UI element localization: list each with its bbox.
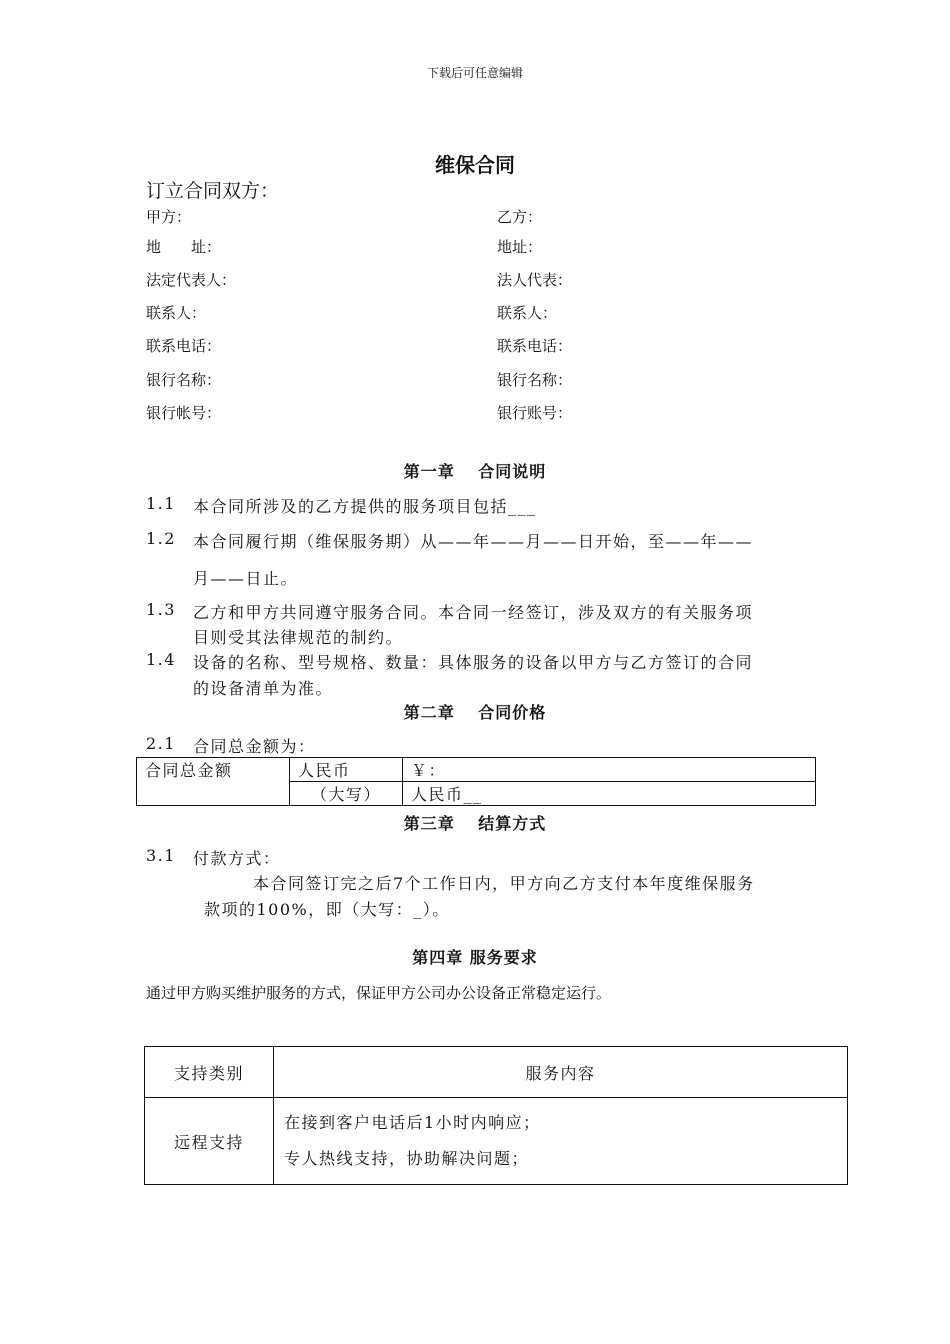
service-intro: 通过甲方购买维护服务的方式，保证甲方公司办公设备正常稳定运行。 — [146, 984, 612, 1002]
header-service-content: 服务内容 — [274, 1047, 848, 1098]
clause-text: 设备的名称、型号规格、数量：具体服务的设备以甲方与乙方签订的合同 — [193, 653, 754, 672]
header-support-category: 支持类别 — [145, 1047, 274, 1098]
party-b-bank-name: 银行名称： — [497, 371, 573, 389]
clause-text: 目则受其法律规范的制约。 — [193, 628, 404, 647]
clause-text: 合同总金额为： — [193, 737, 316, 756]
party-a-address: 地 址： — [146, 238, 222, 256]
header-note: 下载后可任意编辑 — [426, 66, 523, 80]
clause-number: 2.1 — [146, 734, 176, 753]
clause-text: 的设备清单为准。 — [193, 679, 334, 698]
party-a-phone: 联系电话： — [146, 337, 222, 355]
clause-number: 1.2 — [146, 529, 176, 548]
party-a-contact: 联系人： — [146, 304, 207, 322]
clause-text: 月——日止。 — [193, 569, 299, 588]
party-b-phone: 联系电话： — [497, 337, 573, 355]
clause-text: 本合同所涉及的乙方提供的服务项目包括___ — [193, 497, 537, 516]
price-uppercase-label: （大写） — [290, 782, 403, 806]
clause-number: 3.1 — [146, 846, 176, 865]
chapter-4-title: 第四章 服务要求 — [412, 948, 538, 967]
party-b-name: 乙方： — [497, 208, 543, 226]
party-a-name: 甲方： — [146, 208, 192, 226]
party-b-bank-account: 银行账号： — [497, 404, 573, 422]
clause-text: 付款方式： — [193, 849, 281, 868]
price-label: 合同总金额 — [137, 758, 290, 806]
party-a-legal-rep: 法定代表人： — [146, 271, 237, 289]
party-b-contact: 联系人： — [497, 304, 558, 322]
chapter-1-title: 第一章 合同说明 — [403, 462, 547, 481]
party-b-address: 地址： — [497, 238, 543, 256]
clause-number: 1.4 — [146, 650, 176, 669]
clause-text: 本合同履行期（维保服务期）从——年——月——日开始，至——年—— — [193, 532, 754, 551]
support-category: 远程支持 — [145, 1098, 274, 1185]
price-table — [136, 757, 816, 806]
party-b-legal-rep: 法人代表： — [497, 271, 573, 289]
service-content-line: 专人热线支持，协助解决问题； — [284, 1149, 530, 1168]
price-amount: ￥： — [403, 758, 816, 782]
parties-heading: 订立合同双方： — [146, 180, 280, 202]
clause-number: 1.3 — [146, 600, 176, 619]
party-a-bank-name: 银行名称： — [146, 371, 222, 389]
payment-line-1: 本合同签订完之后7个工作日内，甲方向乙方支付本年度维保服务 — [253, 874, 755, 893]
clause-number: 1.1 — [146, 494, 176, 513]
service-table — [144, 1046, 848, 1185]
clause-text: 乙方和甲方共同遵守服务合同。本合同一经签订，涉及双方的有关服务项 — [193, 603, 754, 622]
payment-line-2: 款项的100%，即（大写：_）。 — [204, 900, 450, 919]
service-content-line: 在接到客户电话后1小时内响应； — [284, 1113, 541, 1132]
table-row — [145, 1098, 848, 1185]
document-title: 维保合同 — [435, 153, 515, 177]
chapter-2-title: 第二章 合同价格 — [403, 703, 547, 722]
price-currency: 人民币 — [290, 758, 403, 782]
price-uppercase-amount: 人民币__ — [403, 782, 816, 806]
chapter-3-title: 第三章 结算方式 — [403, 814, 547, 833]
party-a-bank-account: 银行帐号： — [146, 404, 222, 422]
